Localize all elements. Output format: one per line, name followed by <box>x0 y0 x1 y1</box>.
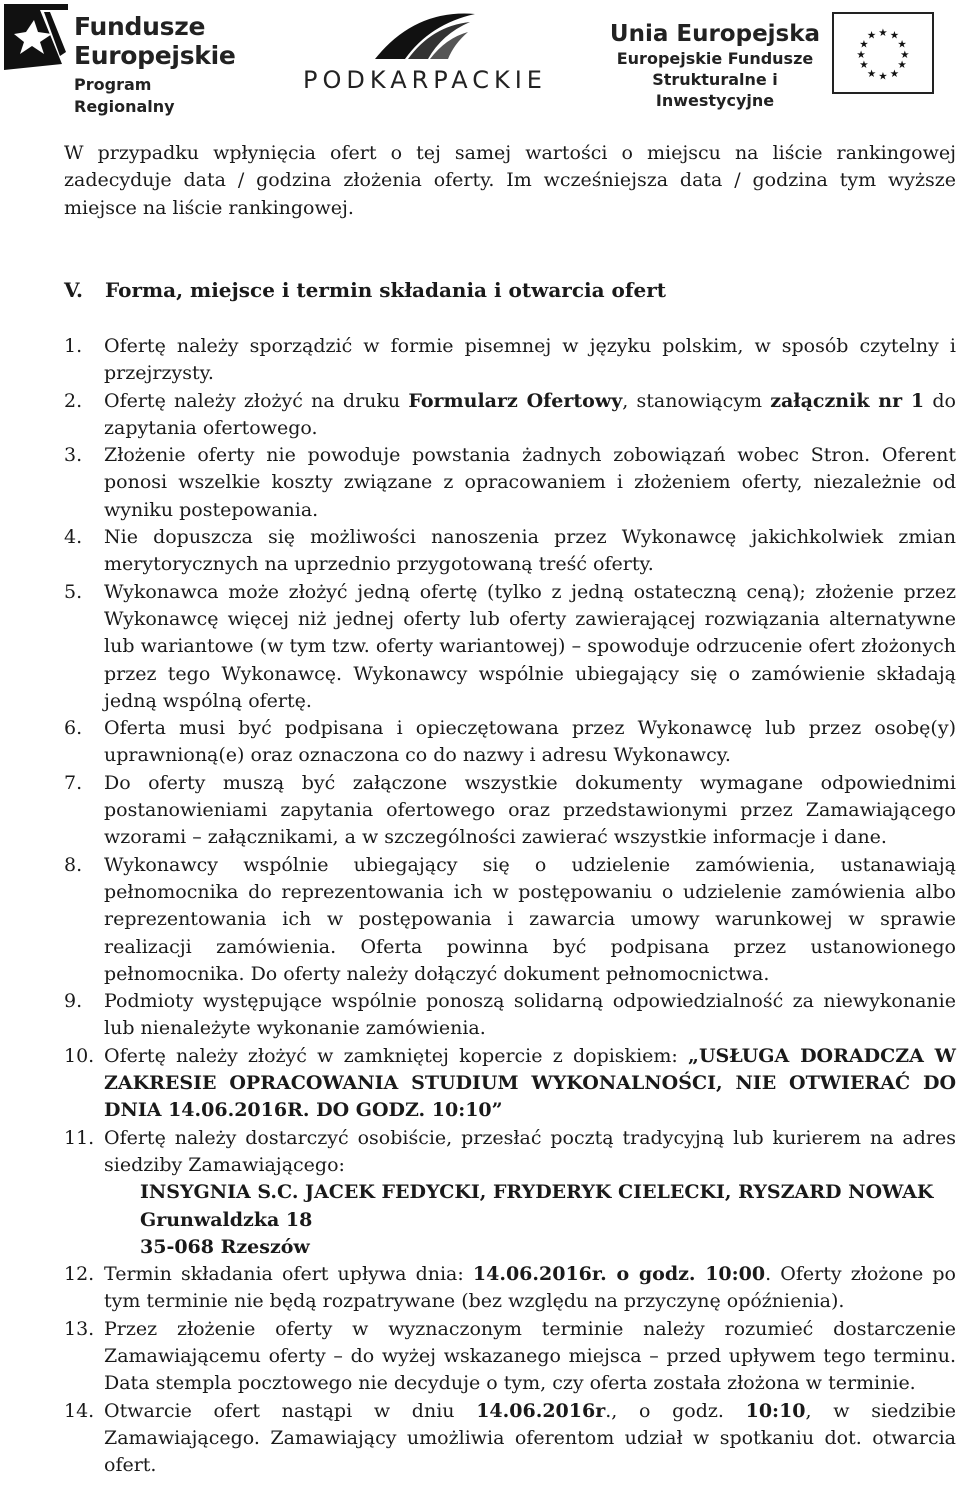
list-item <box>64 770 956 852</box>
list-item <box>64 442 956 524</box>
list-item <box>64 579 956 715</box>
list-number: 12. <box>64 1263 95 1286</box>
list-number: 5. <box>64 580 83 603</box>
list-item <box>64 715 956 770</box>
text-run: Nie dopuszcza się możliwości nanoszenia przez Wykonawcę jakichkolwiek zmian merytorycznych na uprzednio przygotowaną treść oferty. <box>104 526 956 576</box>
fe-line1: Fundusze <box>74 12 206 41</box>
list-number: 13. <box>64 1317 95 1340</box>
text-run: 10:10 <box>745 1399 806 1422</box>
list-item <box>64 524 956 579</box>
address-block <box>104 1179 956 1261</box>
svg-text:★: ★ <box>900 48 910 61</box>
envelope-label: „USŁUGA DORADCZA W ZAKRESIE OPRACOWANIA STUDIUM WYKONALNOŚCI, NIE OTWIERAĆ DO DNIA 14.06.2016R. DO GODZ. 10:10” <box>104 1044 956 1122</box>
fe-line2: Europejskie <box>74 41 236 70</box>
region-name: PODKARPACKIE <box>303 66 547 94</box>
text-run: Złożenie oferty nie powoduje powstania żadnych zobowiązań wobec Stron. Oferent ponosi wszelkie koszty związane z opracowaniem i złożeniem oferty, niezależnie od wyniku postepowania. <box>104 444 956 521</box>
eu-logo-text <box>596 20 834 111</box>
text-run: Wykonawcy wspólnie ubiegający się o udzielenie zamówienia, ustanawiają pełnomocnika do reprezentowania ich w postępowaniu o udzielenie zamówienia albo reprezentowania ich w postępowania i zawarcia umowy warunkowej w sprawie realizacji zamówienia. Oferta powinna być podpisana przez ustanowionego pełnomocnika. Do oferty należy dołączyć dokument pełnomocnictwa. <box>104 853 956 985</box>
text-run: Ofertę należy sporządzić w formie pisemnej w języku polskim, w sposób czytelny i przejrzysty. <box>104 335 956 385</box>
svg-text:★: ★ <box>866 67 877 80</box>
mountain-arc-icon <box>370 4 480 64</box>
fe-emblem-icon <box>4 4 68 70</box>
text-run: do zapytania ofertowego. <box>104 389 956 439</box>
svg-text:★: ★ <box>897 38 907 51</box>
list-item <box>64 1125 956 1261</box>
svg-text:★: ★ <box>859 38 869 51</box>
podkarpackie-logo <box>300 4 550 99</box>
text-run: Oferta musi być podpisana i opieczętowana przez Wykonawcę lub przez osobę(y) uprawnioną(e) oraz oznaczona co do nazwy i adresu Wykonawcy. <box>104 717 956 767</box>
text-run: Ofertę należy złożyć na druku <box>104 389 409 412</box>
list-number: 10. <box>64 1044 95 1067</box>
svg-text:★: ★ <box>859 59 869 72</box>
svg-text:★: ★ <box>878 70 888 83</box>
text-run: . Oferty złożone po tym terminie nie będą rozpatrywane (bez względu na przyczynę opóźnienia). <box>104 1263 956 1313</box>
list-item <box>64 1043 956 1125</box>
list-item <box>64 1398 956 1480</box>
text-run: Formularz Ofertowy <box>408 389 623 412</box>
list-item <box>64 333 956 388</box>
text-run: Wykonawca może złożyć jedną ofertę (tylko z jedną ostateczną ceną); złożenie przez Wykonawcę więcej niż jednej oferty lub oferty zawierającej rozwiązania alternatywne lub wariantowe (w tym tzw. oferty wariantowej) – spowoduje odrzucenie ofert złożonych przez tego Wykonawcę. Wykonawcy wspólnie ubiegający się o zamówienie składają jedną wspólną ofertę. <box>104 580 956 712</box>
list-number: 6. <box>64 717 83 740</box>
list-number: 7. <box>64 771 83 794</box>
text-run: Termin składania ofert upływa dnia: <box>104 1263 473 1286</box>
svg-text:★: ★ <box>889 67 900 80</box>
section-number: V. <box>64 278 83 302</box>
text-run: , w siedzibie Zamawiającego. Zamawiający umożliwia oferentom udział w spotkaniu dot. otwarcia ofert. <box>104 1399 956 1477</box>
list-number: 4. <box>64 526 83 549</box>
list-item <box>64 1261 956 1316</box>
address-city: 35-068 Rzeszów <box>140 1235 310 1258</box>
text-run: Przez złożenie oferty w wyznaczonym terminie należy rozumieć dostarczenie Zamawiającemu oferty – do wyżej wskazanego miejsca – przed upływem tego terminu. Data stempla pocztowego nie decyduje o tym, czy oferta została złożona w terminie. <box>104 1317 956 1395</box>
text-run: Do oferty muszą być załączone wszystkie dokumenty wymagane odpowiednimi postanowieniami zapytania ofertowego oraz przedstawionymi przez Zamawiającego wzorami – załącznikami, a w szczególności zawierać wszystkie informacje i dane. <box>104 771 956 849</box>
eu-line3: Strukturalne i Inwestycyjne <box>652 70 778 110</box>
svg-text:★: ★ <box>856 48 866 61</box>
svg-text:★: ★ <box>866 29 877 42</box>
address-street: Grunwaldzka 18 <box>140 1208 313 1231</box>
text-run: Otwarcie ofert nastąpi w dniu <box>104 1399 477 1422</box>
list-item <box>64 388 956 443</box>
list-number: 3. <box>64 444 83 467</box>
text-run: , stanowiącym <box>622 389 771 412</box>
text-run: załącznik nr 1 <box>770 389 925 412</box>
list-number: 2. <box>64 389 83 412</box>
fundusze-europejskie-logo <box>4 4 236 116</box>
intro-paragraph: W przypadku wpłynięcia ofert o tej samej wartości o miejscu na liście rankingowej zadecyduje data / godzina złożenia oferty. Im wcześniejsza data / godzina tym wyższe miejsce na liście rankingowej. <box>64 142 956 219</box>
svg-text:★: ★ <box>889 29 900 42</box>
fe-line3: Program Regionalny <box>74 75 175 116</box>
list-number: 8. <box>64 853 83 876</box>
text-run: Ofertę należy dostarczyć osobiście, przesłać pocztą tradycyjną lub kurierem na adres siedziby Zamawiającego: <box>104 1126 956 1176</box>
deadline: 14.06.2016r. o godz. 10:00 <box>472 1263 766 1286</box>
list-number: 9. <box>64 990 83 1013</box>
text-run: 14.06.2016r <box>476 1399 606 1422</box>
svg-text:★: ★ <box>878 26 888 39</box>
text-run: Ofertę należy złożyć w zamkniętej kopercie z dopiskiem: <box>104 1044 689 1067</box>
eu-line2: Europejskie Fundusze <box>616 49 814 68</box>
requirements-list <box>64 333 956 1479</box>
eu-flag-icon <box>832 12 934 94</box>
list-item <box>64 1316 956 1398</box>
svg-text:★: ★ <box>897 59 907 72</box>
list-number: 14. <box>64 1399 95 1422</box>
list-number: 1. <box>64 335 83 357</box>
fe-logo-text <box>74 12 236 118</box>
logo-header <box>0 0 960 116</box>
address-company: INSYGNIA S.C. JACEK FEDYCKI, FRYDERYK CIELECKI, RYSZARD NOWAK <box>140 1181 934 1204</box>
section-title: Forma, miejsce i termin składania i otwarcia ofert <box>105 278 666 302</box>
text-run: ., o godz. <box>605 1399 746 1422</box>
eu-line1: Unia Europejska <box>609 21 821 47</box>
section-heading <box>64 277 666 304</box>
list-number: 11. <box>64 1126 95 1149</box>
eu-logo <box>596 4 956 110</box>
list-item <box>64 988 956 1043</box>
text-run: Podmioty występujące wspólnie ponoszą solidarną odpowiedzialność za niewykonanie lub nienależyte wykonanie zamówienia. <box>104 990 956 1040</box>
list-item <box>64 852 956 988</box>
